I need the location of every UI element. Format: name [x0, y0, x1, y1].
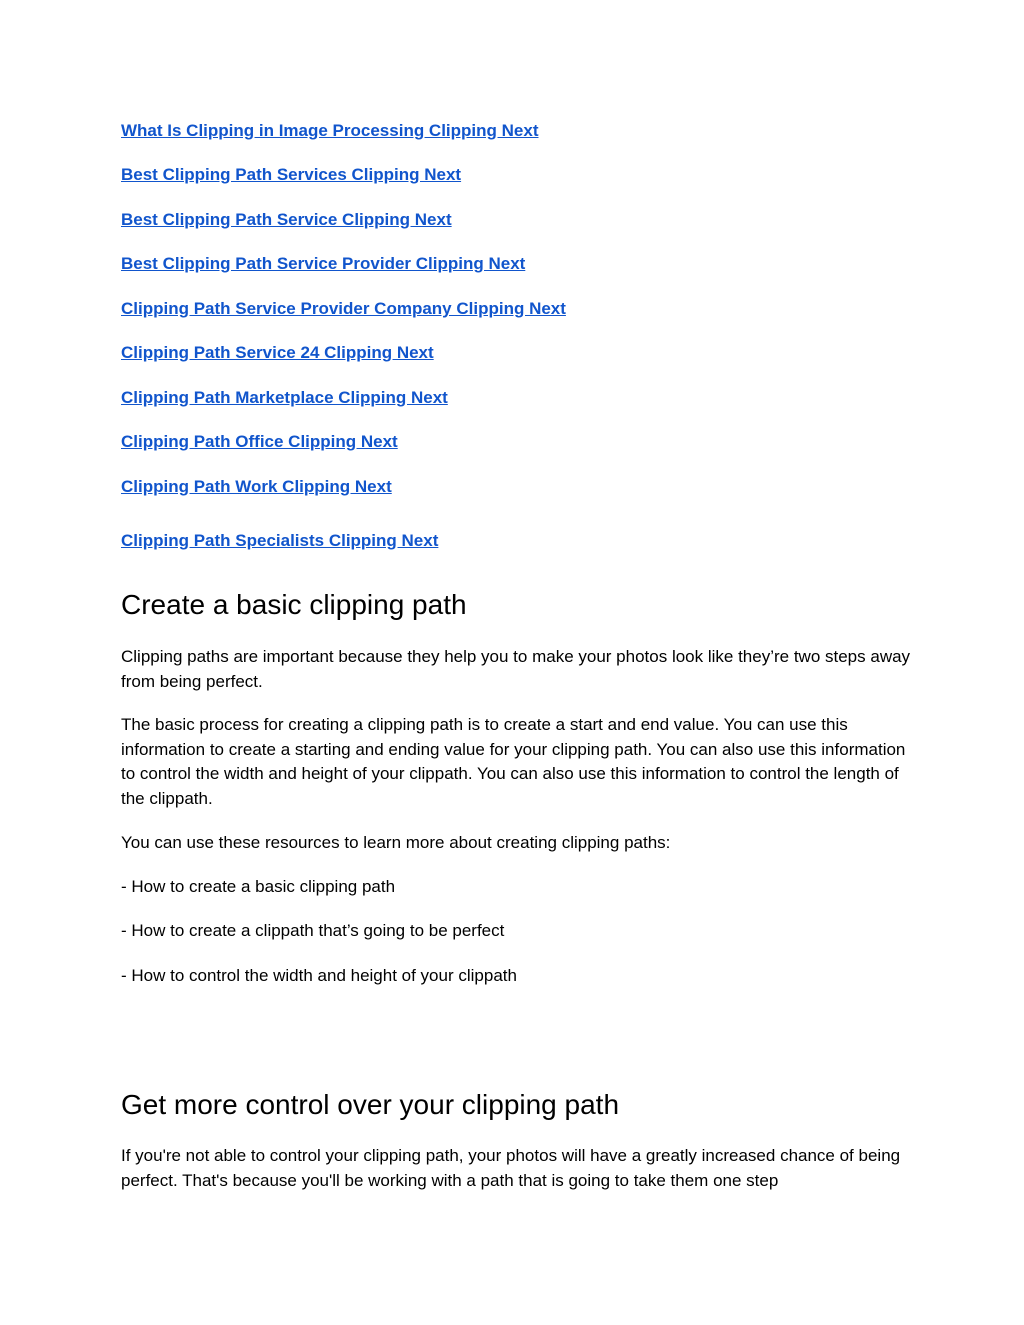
section-heading-create-basic: Create a basic clipping path — [121, 589, 467, 620]
link-best-clipping-path-service[interactable]: Best Clipping Path Service Clipping Next — [121, 210, 452, 229]
link-clipping-path-marketplace[interactable]: Clipping Path Marketplace Clipping Next — [121, 388, 448, 407]
section-heading-more-control: Get more control over your clipping path — [121, 1089, 620, 1120]
link-clipping-path-office[interactable]: Clipping Path Office Clipping Next — [121, 432, 398, 451]
list-item: - How to create a clippath that’s going to be perfect — [121, 921, 505, 940]
link-clipping-path-specialists[interactable]: Clipping Path Specialists Clipping Next — [121, 531, 439, 550]
link-clipping-path-service-provider-company[interactable]: Clipping Path Service Provider Company Clipping Next — [121, 299, 566, 318]
list-item: - How to create a basic clipping path — [121, 877, 396, 896]
paragraph-more-control: If you're not able to control your clipping path, your photos will have a greatly increased chance of being perfect. That's because you'll be working with a path that is going to take them one step — [121, 1146, 901, 1190]
list-item: - How to control the width and height of your clippath — [121, 966, 517, 985]
link-clipping-path-service-24[interactable]: Clipping Path Service 24 Clipping Next — [121, 343, 434, 362]
link-best-clipping-path-services[interactable]: Best Clipping Path Services Clipping Next — [121, 165, 462, 184]
paragraph-intro: Clipping paths are important because they help you to make your photos look like they’re two steps away from being perfect. — [121, 647, 911, 691]
paragraph-basic-process: The basic process for creating a clipping path is to create a start and end value. You can use this information to create a starting and ending value for your clipping path. You can also use this information to control the width and height of your clippath. You can also use this information to control the length of the clippath. — [121, 715, 906, 808]
link-clipping-path-work[interactable]: Clipping Path Work Clipping Next — [121, 477, 392, 496]
link-best-clipping-path-service-provider[interactable]: Best Clipping Path Service Provider Clipping Next — [121, 254, 526, 273]
link-what-is-clipping[interactable]: What Is Clipping in Image Processing Clipping Next — [121, 121, 539, 140]
paragraph-resources: You can use these resources to learn more about creating clipping paths: — [121, 833, 671, 852]
